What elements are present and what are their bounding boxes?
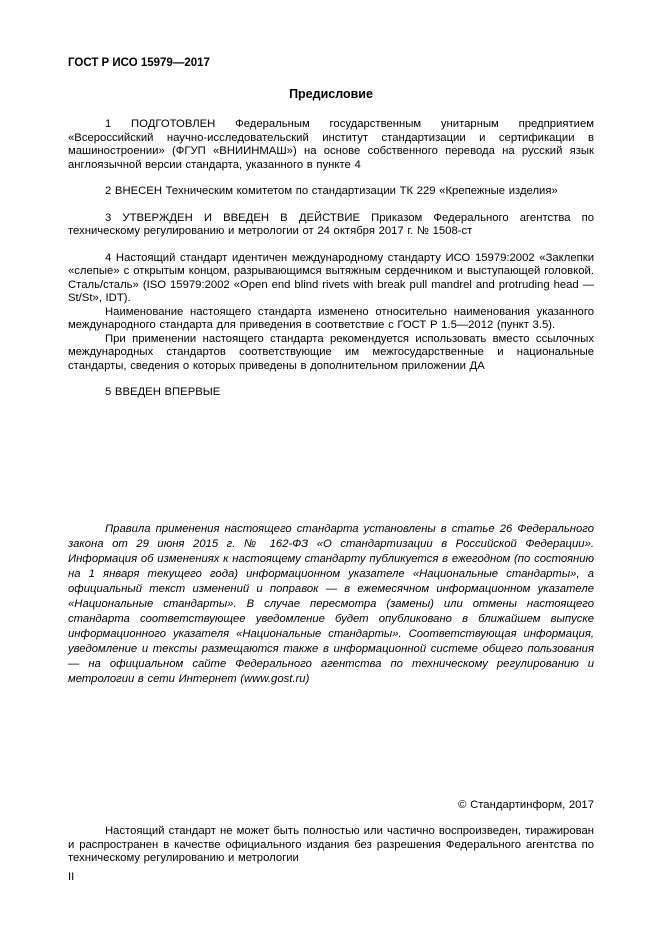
- application-rules-notice: Правила применения настоящего стандарта установлены в статье 26 Федерального закона от 29 июня 2015 г. № 162-ФЗ «О стандартизации в Российской Федерации». Информация об изменениях к настоящему стандарту публикуется в ежегодном (по состоянию на 1 января текущего года) информационном указателе «Национальные стандарты», а официальный текст изменений и поправок — в ежемесячном информационном указателе «Национальные стандарты». В случае пересмотра (замены) или отмены настоящего стандарта соответствующее уведомление будет опубликовано в ближайшем выпуске информационного указателя «Национальные стандарты». Соответствующая информация, уведомление и тексты размещаются также в информационной системе общего пользования — на официальном сайте Федерального агентства по техническому регулированию и метрологии в сети Интернет (www.gost.ru): [68, 522, 594, 685]
- clause-4-application-note: При применении настоящего стандарта рекомендуется использовать вместо ссылочных международных стандартов соответствующие им межгосударственные и национальные стандарты, сведения о которых приведены в дополнительном приложении ДА: [68, 332, 594, 372]
- reproduction-restriction-notice: Настоящий стандарт не может быть полностью или частично воспроизведен, тиражирован и распространен в качестве официального издания без разрешения Федерального агентства по техническому регулированию и метрологии: [68, 825, 594, 864]
- clause-1-prepared-by: 1 ПОДГОТОВЛЕН Федеральным государственным унитарным предприятием «Всероссийский научно-исследовательский институт стандартизации и сертификации в машиностроении» (ФГУП «ВНИИНМАШ») на основе собственного перевода на русский язык англоязычной версии стандарта, указанного в пункте 4: [68, 118, 594, 171]
- clause-4-identical-standard: 4 Настоящий стандарт идентичен международному стандарту ИСО 15979:2002 «Заклепки «слепые» с открытым концом, разрывающимся вытяжным сердечником и выступающей головкой. Сталь/сталь» (ISO 15979:2002 «Open end blind rivets with break pull mandrel and protruding head — St/St», IDT).: [68, 251, 594, 304]
- standard-designation: ГОСТ Р ИСО 15979—2017: [68, 57, 210, 69]
- clause-3-approved-by: 3 УТВЕРЖДЕН И ВВЕДЕН В ДЕЙСТВИЕ Приказом Федерального агентства по техническому регулированию и метрологии от 24 октября 2017 г. № 1508-ст: [68, 211, 594, 237]
- clause-5-first-edition: 5 ВВЕДЕН ВПЕРВЫЕ: [105, 386, 221, 398]
- page-number: II: [68, 870, 75, 883]
- page-title: Предисловие: [289, 87, 373, 101]
- clause-2-submitted-by: 2 ВНЕСЕН Техническим комитетом по стандартизации ТК 229 «Крепежные изделия»: [105, 185, 558, 197]
- clause-4-name-change-note: Наименование настоящего стандарта изменено относительно наименования указанного международного стандарта для приведения в соответствие с ГОСТ Р 1.5—2012 (пункт 3.5).: [68, 305, 594, 331]
- copyright-line: © Стандартинформ, 2017: [458, 798, 594, 811]
